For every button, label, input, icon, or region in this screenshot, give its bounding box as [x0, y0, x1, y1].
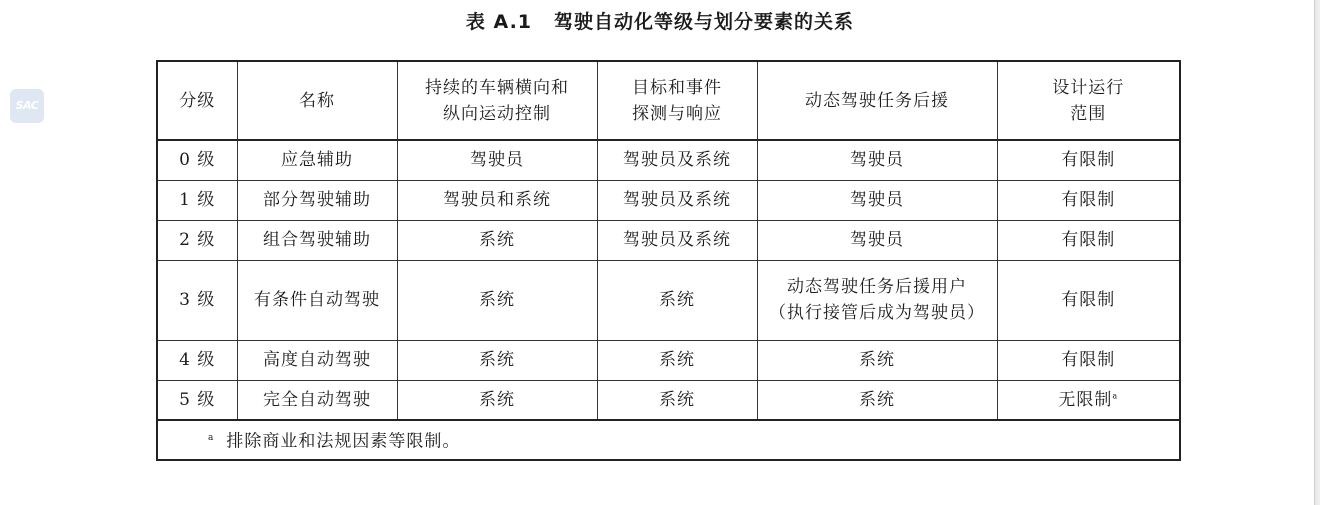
header-odd: 设计运行 范围	[997, 61, 1180, 140]
cell-name: 应急辅助	[237, 140, 397, 180]
cell-odd: 有限制	[997, 260, 1180, 340]
cell-fallback: 驾驶员	[757, 140, 997, 180]
table-number: 表 A.1	[465, 11, 533, 33]
cell-name: 高度自动驾驶	[237, 340, 397, 380]
cell-odd: 有限制	[997, 220, 1180, 260]
table-caption: 驾驶自动化等级与划分要素的关系	[554, 11, 855, 33]
cell-odd: 有限制	[997, 180, 1180, 220]
header-oedr: 目标和事件 探测与响应	[597, 61, 757, 140]
cell-fallback: 驾驶员	[757, 220, 997, 260]
footnote-row	[157, 420, 1180, 460]
page-edge	[1314, 0, 1320, 505]
cell-oedr: 驾驶员及系统	[597, 220, 757, 260]
footnote-text: 排除商业和法规因素等限制。	[226, 431, 461, 452]
header-fallback: 动态驾驶任务后援	[757, 61, 997, 140]
cell-oedr: 系统	[597, 340, 757, 380]
cell-oedr: 系统	[597, 260, 757, 340]
cell-name: 组合驾驶辅助	[237, 220, 397, 260]
sac-logo: SAC	[10, 89, 44, 123]
cell-control: 系统	[397, 380, 597, 420]
cell-odd: 有限制	[997, 340, 1180, 380]
cell-control: 驾驶员和系统	[397, 180, 597, 220]
cell-control: 系统	[397, 220, 597, 260]
footnote-mark: a	[208, 433, 215, 444]
header-motion-control: 持续的车辆横向和 纵向运动控制	[397, 61, 597, 140]
footnote-reference: a	[1112, 391, 1119, 401]
automation-levels-table	[156, 60, 1181, 461]
cell-odd	[997, 380, 1180, 420]
cell-level: 4 级	[157, 340, 237, 380]
table-row	[157, 380, 1180, 420]
cell-level: 3 级	[157, 260, 237, 340]
cell-control: 驾驶员	[397, 140, 597, 180]
footnote-cell	[157, 420, 1180, 460]
header-row	[157, 61, 1180, 140]
table-title	[0, 9, 1320, 35]
cell-control: 系统	[397, 260, 597, 340]
cell-level: 5 级	[157, 380, 237, 420]
cell-fallback: 系统	[757, 340, 997, 380]
cell-control: 系统	[397, 340, 597, 380]
cell-oedr: 系统	[597, 380, 757, 420]
cell-odd: 有限制	[997, 140, 1180, 180]
cell-fallback: 系统	[757, 380, 997, 420]
table-row	[157, 340, 1180, 380]
cell-odd-text: 无限制	[1058, 389, 1113, 410]
table-row	[157, 180, 1180, 220]
cell-oedr: 驾驶员及系统	[597, 140, 757, 180]
cell-name: 部分驾驶辅助	[237, 180, 397, 220]
cell-name: 有条件自动驾驶	[237, 260, 397, 340]
table-row	[157, 220, 1180, 260]
cell-fallback: 驾驶员	[757, 180, 997, 220]
cell-level: 1 级	[157, 180, 237, 220]
cell-name: 完全自动驾驶	[237, 380, 397, 420]
header-level: 分级	[157, 61, 237, 140]
cell-level: 2 级	[157, 220, 237, 260]
header-name: 名称	[237, 61, 397, 140]
table-row	[157, 140, 1180, 180]
cell-fallback: 动态驾驶任务后援用户 （执行接管后成为驾驶员）	[757, 260, 997, 340]
cell-level: 0 级	[157, 140, 237, 180]
cell-oedr: 驾驶员及系统	[597, 180, 757, 220]
table-row	[157, 260, 1180, 340]
